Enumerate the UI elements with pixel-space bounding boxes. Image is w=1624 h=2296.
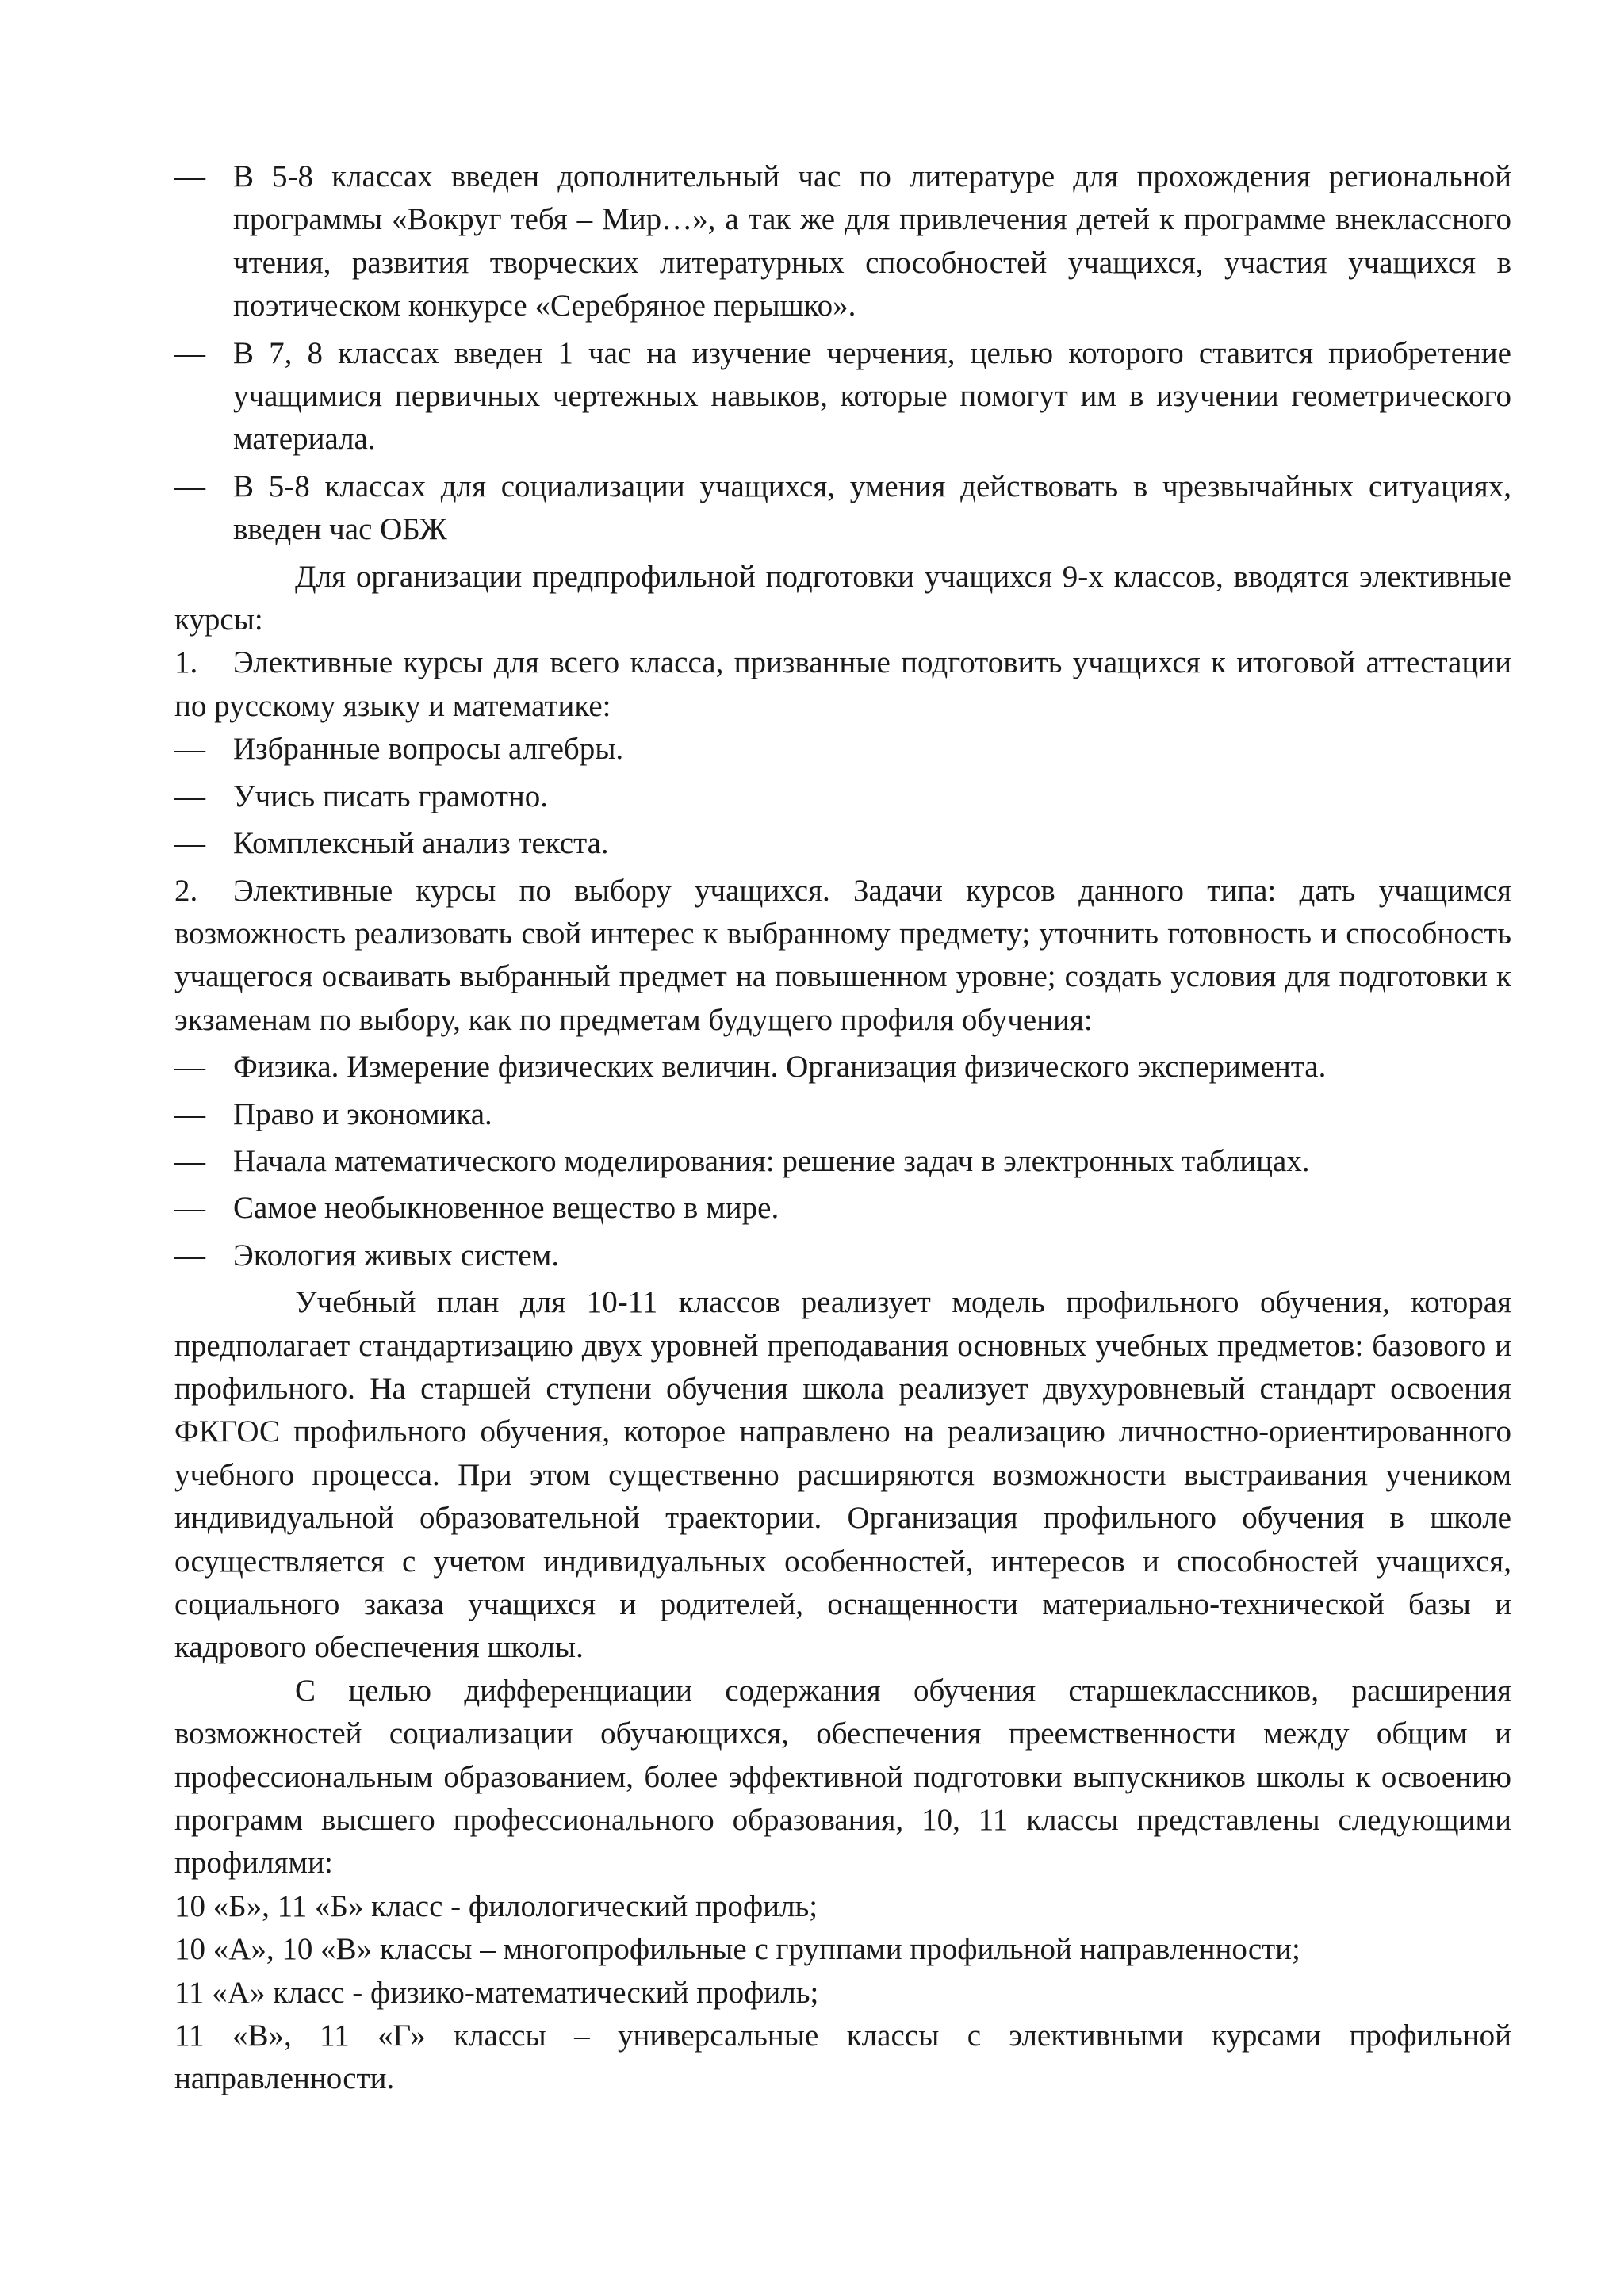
- numbered-item-text: Элективные курсы для всего класса, призванные подготовить учащихся к итоговой аттестации по русскому языку и математике:: [174, 645, 1511, 723]
- numbered-item-1: [174, 641, 1511, 728]
- list-item-text: В 5-8 классах введен дополнительный час по литературе для прохождения региональной программы «Вокруг тебя – Мир…», а так же для привлечения детей к программе внеклассного чтения, развития творческих литературных способностей учащихся, участия учащихся в поэтическом конкурсе «Серебряное перышко».: [233, 159, 1511, 323]
- dash-bullet: —: [174, 826, 205, 861]
- dash-bullet: —: [174, 1143, 205, 1178]
- list-item: [174, 728, 1511, 771]
- list-item: [174, 155, 1511, 328]
- list-item: [174, 1234, 1511, 1277]
- dash-bullet: —: [174, 1238, 205, 1272]
- dash-bullet: —: [174, 469, 205, 503]
- list-item-text: Самое необыкновенное вещество в мире.: [233, 1191, 779, 1226]
- list-item: [174, 332, 1511, 461]
- dash-bullet: —: [174, 1191, 205, 1226]
- list-item-text: Избранные вопросы алгебры.: [233, 732, 624, 767]
- numbered-item-text: Элективные курсы по выбору учащихся. Задачи курсов данного типа: дать учащимся возможность реализовать свой интерес к выбранному предмету; уточнить готовность и способность учащегося осваивать выбранный предмет на повышенном уровне; создать условия для подготовки к экзаменам по выбору, как по предметам будущего профиля обучения:: [174, 873, 1511, 1037]
- list-choice-electives: [174, 1046, 1511, 1277]
- list-item: [174, 1140, 1511, 1183]
- dash-bullet: —: [174, 732, 205, 767]
- profile-line: 11 «А» класс - физико-математический профиль;: [174, 1975, 819, 2010]
- list-item-text: Физика. Измерение физических величин. Организация физического эксперимента.: [233, 1050, 1327, 1085]
- number-label: 2.: [174, 873, 198, 908]
- list-item-text: В 5-8 классах для социализации учащихся, умения действовать в чрезвычайных ситуациях, введен час ОБЖ: [233, 469, 1511, 547]
- list-item: [174, 775, 1511, 818]
- list-item: [174, 1187, 1511, 1230]
- profile-line: 10 «А», 10 «В» классы – многопрофильные с группами профильной направленности;: [174, 1932, 1300, 1967]
- document-page: [174, 155, 1511, 2101]
- list-item-text: Право и экономика.: [233, 1096, 492, 1131]
- list-item-text: Комплексный анализ текста.: [233, 826, 609, 861]
- profile-line: 10 «Б», 11 «Б» класс - филологический профиль;: [174, 1888, 818, 1923]
- dash-bullet: —: [174, 1050, 205, 1085]
- dash-bullet: —: [174, 159, 205, 193]
- list-item: [174, 822, 1511, 865]
- list-class-electives: [174, 728, 1511, 865]
- list-item: [174, 465, 1511, 552]
- dash-bullet: —: [174, 1096, 205, 1131]
- dash-bullet: —: [174, 335, 205, 370]
- number-label: 1.: [174, 645, 198, 680]
- profile-line: 11 «В», 11 «Г» классы – универсальные классы с элективными курсами профильной направленности.: [174, 2019, 1511, 2096]
- list-subject-hours: [174, 155, 1511, 552]
- list-item-text: В 7, 8 классах введен 1 час на изучение черчения, целью которого ставится приобретение учащимися первичных чертежных навыков, которые помогут им в изучении геометрического материала.: [233, 335, 1511, 457]
- paragraph-preprofile: Для организации предпрофильной подготовки учащихся 9-х классов, вводятся элективные курсы:: [174, 559, 1511, 637]
- list-item: [174, 1046, 1511, 1089]
- paragraph-curriculum: Учебный план для 10-11 классов реализует модель профильного обучения, которая предполагает стандартизацию двух уровней преподавания основных учебных предметов: базового и профильного. На старшей ступени обучения школа реализует двухуровневый стандарт освоения ФКГОС профильного обучения, которое направлено на реализацию личностно-ориентированного учебного процесса. При этом существенно расширяются возможности выстраивания учеником индивидуальной образовательной траектории. Организация профильного обучения в школе осуществляется с учетом индивидуальных особенностей, интересов и способностей учащихся, социального заказа учащихся и родителей, оснащенности материально-технической базы и кадрового обеспечения школы.: [174, 1285, 1511, 1665]
- paragraph-profile-goal: С целью дифференциации содержания обучения старшеклассников, расширения возможностей социализации обучающихся, обеспечения преемственности между общим и профессиональным образованием, более эффективной подготовки выпускников школы к освоению программ высшего профессионального образования, 10, 11 классы представлены следующими профилями:: [174, 1673, 1511, 1881]
- list-item-text: Начала математического моделирования: решение задач в электронных таблицах.: [233, 1143, 1310, 1178]
- list-item-text: Экология живых систем.: [233, 1238, 560, 1272]
- numbered-item-2: [174, 870, 1511, 1043]
- list-item: [174, 1093, 1511, 1136]
- dash-bullet: —: [174, 779, 205, 813]
- list-item-text: Учись писать грамотно.: [233, 779, 548, 813]
